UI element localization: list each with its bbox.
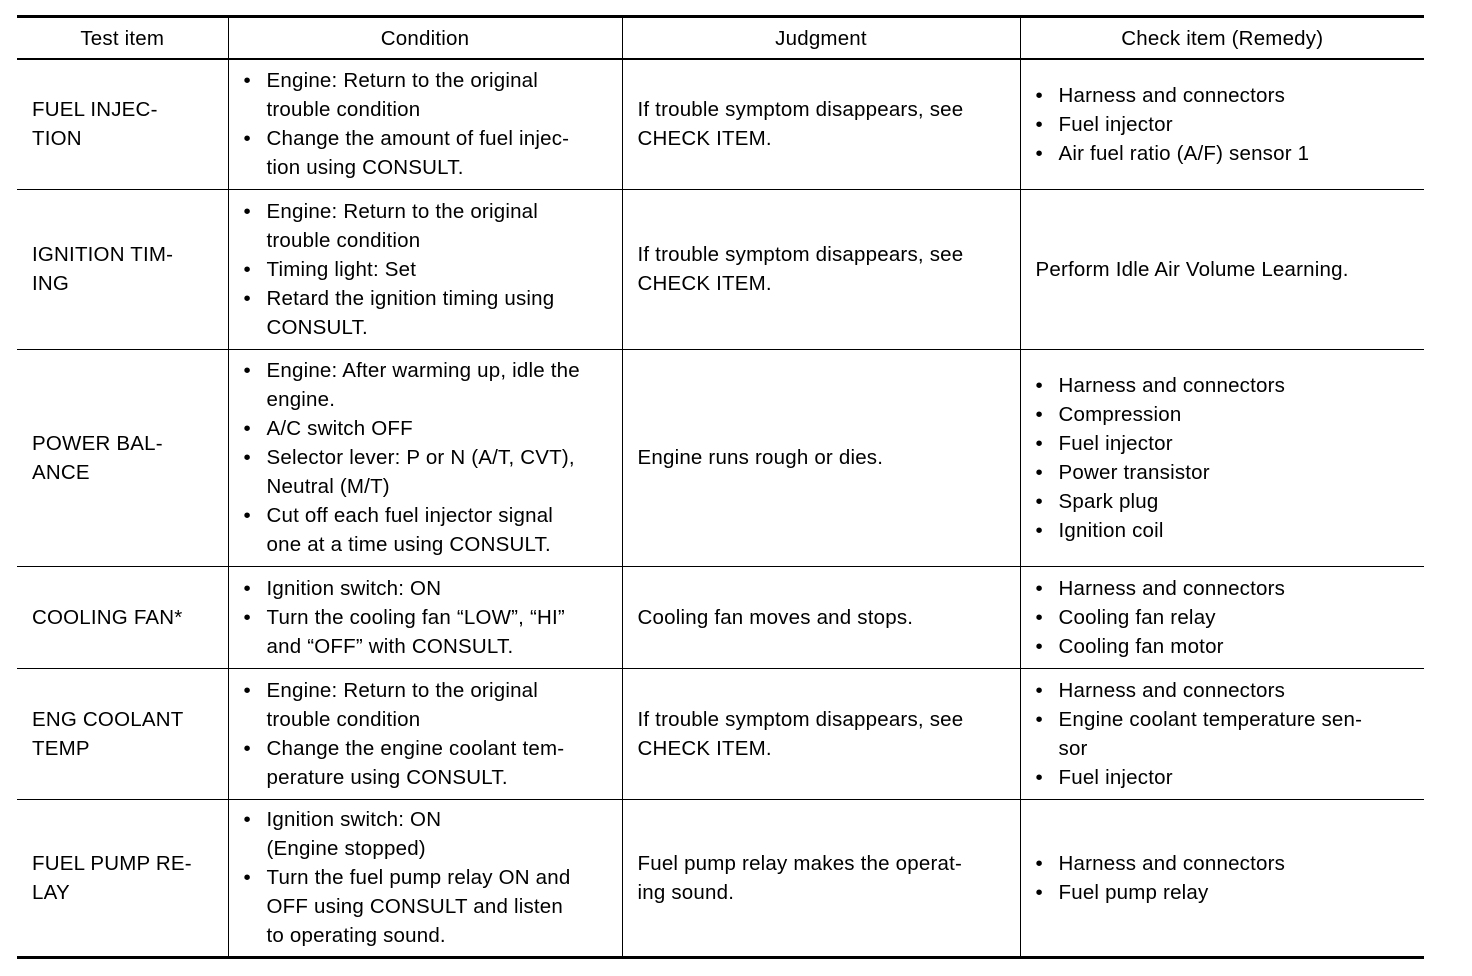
test-item-cell: FUEL PUMP RE- LAY	[17, 799, 228, 957]
judgment-cell: Fuel pump relay makes the operat- ing sound.	[622, 799, 1020, 957]
condition-item: • A/C switch OFF	[244, 414, 608, 443]
check-item: • Fuel injector	[1036, 429, 1411, 458]
test-item-cell: COOLING FAN*	[17, 566, 228, 668]
condition-cell	[228, 566, 622, 668]
condition-list	[244, 356, 608, 559]
judgment-cell: If trouble symptom disappears, see CHECK ITEM.	[622, 668, 1020, 799]
check-item: • Fuel pump relay	[1036, 878, 1411, 907]
condition-item: • Turn the cooling fan “LOW”, “HI” and “OFF” with CONSULT.	[244, 603, 608, 661]
check-item-text: Perform Idle Air Volume Learning.	[1035, 257, 1349, 281]
table-row	[17, 799, 1424, 957]
condition-list	[244, 676, 608, 792]
check-item: • Power transistor	[1036, 458, 1411, 487]
table-row	[17, 566, 1424, 668]
condition-item: • Change the amount of fuel injec- tion using CONSULT.	[244, 124, 608, 182]
check-item: • Harness and connectors	[1036, 574, 1411, 603]
check-item: • Cooling fan relay	[1036, 603, 1411, 632]
header-row	[17, 17, 1424, 60]
condition-list	[244, 197, 608, 342]
condition-item: • Cut off each fuel injector signal one at a time using CONSULT.	[244, 501, 608, 559]
active-test-table	[17, 15, 1424, 959]
table-row	[17, 668, 1424, 799]
condition-item: • Change the engine coolant tem- perature using CONSULT.	[244, 734, 608, 792]
table-row	[17, 59, 1424, 189]
check-item: • Harness and connectors	[1036, 676, 1411, 705]
header-test-item: Test item	[17, 17, 228, 60]
check-item: • Harness and connectors	[1036, 371, 1411, 400]
condition-cell	[228, 349, 622, 566]
check-item-list	[1036, 849, 1411, 907]
check-item: • Spark plug	[1036, 487, 1411, 516]
condition-list	[244, 66, 608, 182]
check-item: • Fuel injector	[1036, 110, 1411, 139]
table-row	[17, 349, 1424, 566]
judgment-cell: Engine runs rough or dies.	[622, 349, 1020, 566]
condition-list	[244, 805, 608, 950]
check-item: • Compression	[1036, 400, 1411, 429]
header-check-item: Check item (Remedy)	[1020, 17, 1424, 60]
check-item-cell	[1020, 566, 1424, 668]
condition-cell	[228, 799, 622, 957]
check-item-list	[1036, 81, 1411, 168]
condition-item: • Engine: Return to the original trouble condition	[244, 197, 608, 255]
condition-item: • Engine: After warming up, idle the engine.	[244, 356, 608, 414]
header-judgment: Judgment	[622, 17, 1020, 60]
check-item-list	[1036, 676, 1411, 792]
condition-item: • Engine: Return to the original trouble condition	[244, 676, 608, 734]
condition-item: • Ignition switch: ON (Engine stopped)	[244, 805, 608, 863]
check-item: • Cooling fan motor	[1036, 632, 1411, 661]
table-body	[17, 59, 1424, 957]
test-item-cell: ENG COOLANT TEMP	[17, 668, 228, 799]
check-item: • Harness and connectors	[1036, 81, 1411, 110]
table-row	[17, 189, 1424, 349]
check-item: • Air fuel ratio (A/F) sensor 1	[1036, 139, 1411, 168]
check-item-cell	[1020, 189, 1424, 349]
condition-item: • Selector lever: P or N (A/T, CVT), Neutral (M/T)	[244, 443, 608, 501]
check-item: • Harness and connectors	[1036, 849, 1411, 878]
condition-item: • Retard the ignition timing using CONSULT.	[244, 284, 608, 342]
test-item-cell: FUEL INJEC- TION	[17, 59, 228, 189]
condition-cell	[228, 189, 622, 349]
check-item: • Fuel injector	[1036, 763, 1411, 792]
check-item-cell	[1020, 799, 1424, 957]
header-condition: Condition	[228, 17, 622, 60]
judgment-cell: If trouble symptom disappears, see CHECK ITEM.	[622, 189, 1020, 349]
condition-item: • Engine: Return to the original trouble condition	[244, 66, 608, 124]
check-item-cell	[1020, 668, 1424, 799]
check-item: • Engine coolant temperature sen- sor	[1036, 705, 1411, 763]
test-item-cell: POWER BAL- ANCE	[17, 349, 228, 566]
judgment-cell: If trouble symptom disappears, see CHECK ITEM.	[622, 59, 1020, 189]
condition-item: • Turn the fuel pump relay ON and OFF using CONSULT and listen to operating sound.	[244, 863, 608, 950]
condition-cell	[228, 59, 622, 189]
check-item-cell	[1020, 349, 1424, 566]
condition-cell	[228, 668, 622, 799]
condition-item: • Timing light: Set	[244, 255, 608, 284]
judgment-cell: Cooling fan moves and stops.	[622, 566, 1020, 668]
check-item: • Ignition coil	[1036, 516, 1411, 545]
check-item-cell	[1020, 59, 1424, 189]
check-item-list	[1036, 371, 1411, 545]
condition-item: • Ignition switch: ON	[244, 574, 608, 603]
check-item-list	[1036, 574, 1411, 661]
condition-list	[244, 574, 608, 661]
test-item-cell: IGNITION TIM- ING	[17, 189, 228, 349]
